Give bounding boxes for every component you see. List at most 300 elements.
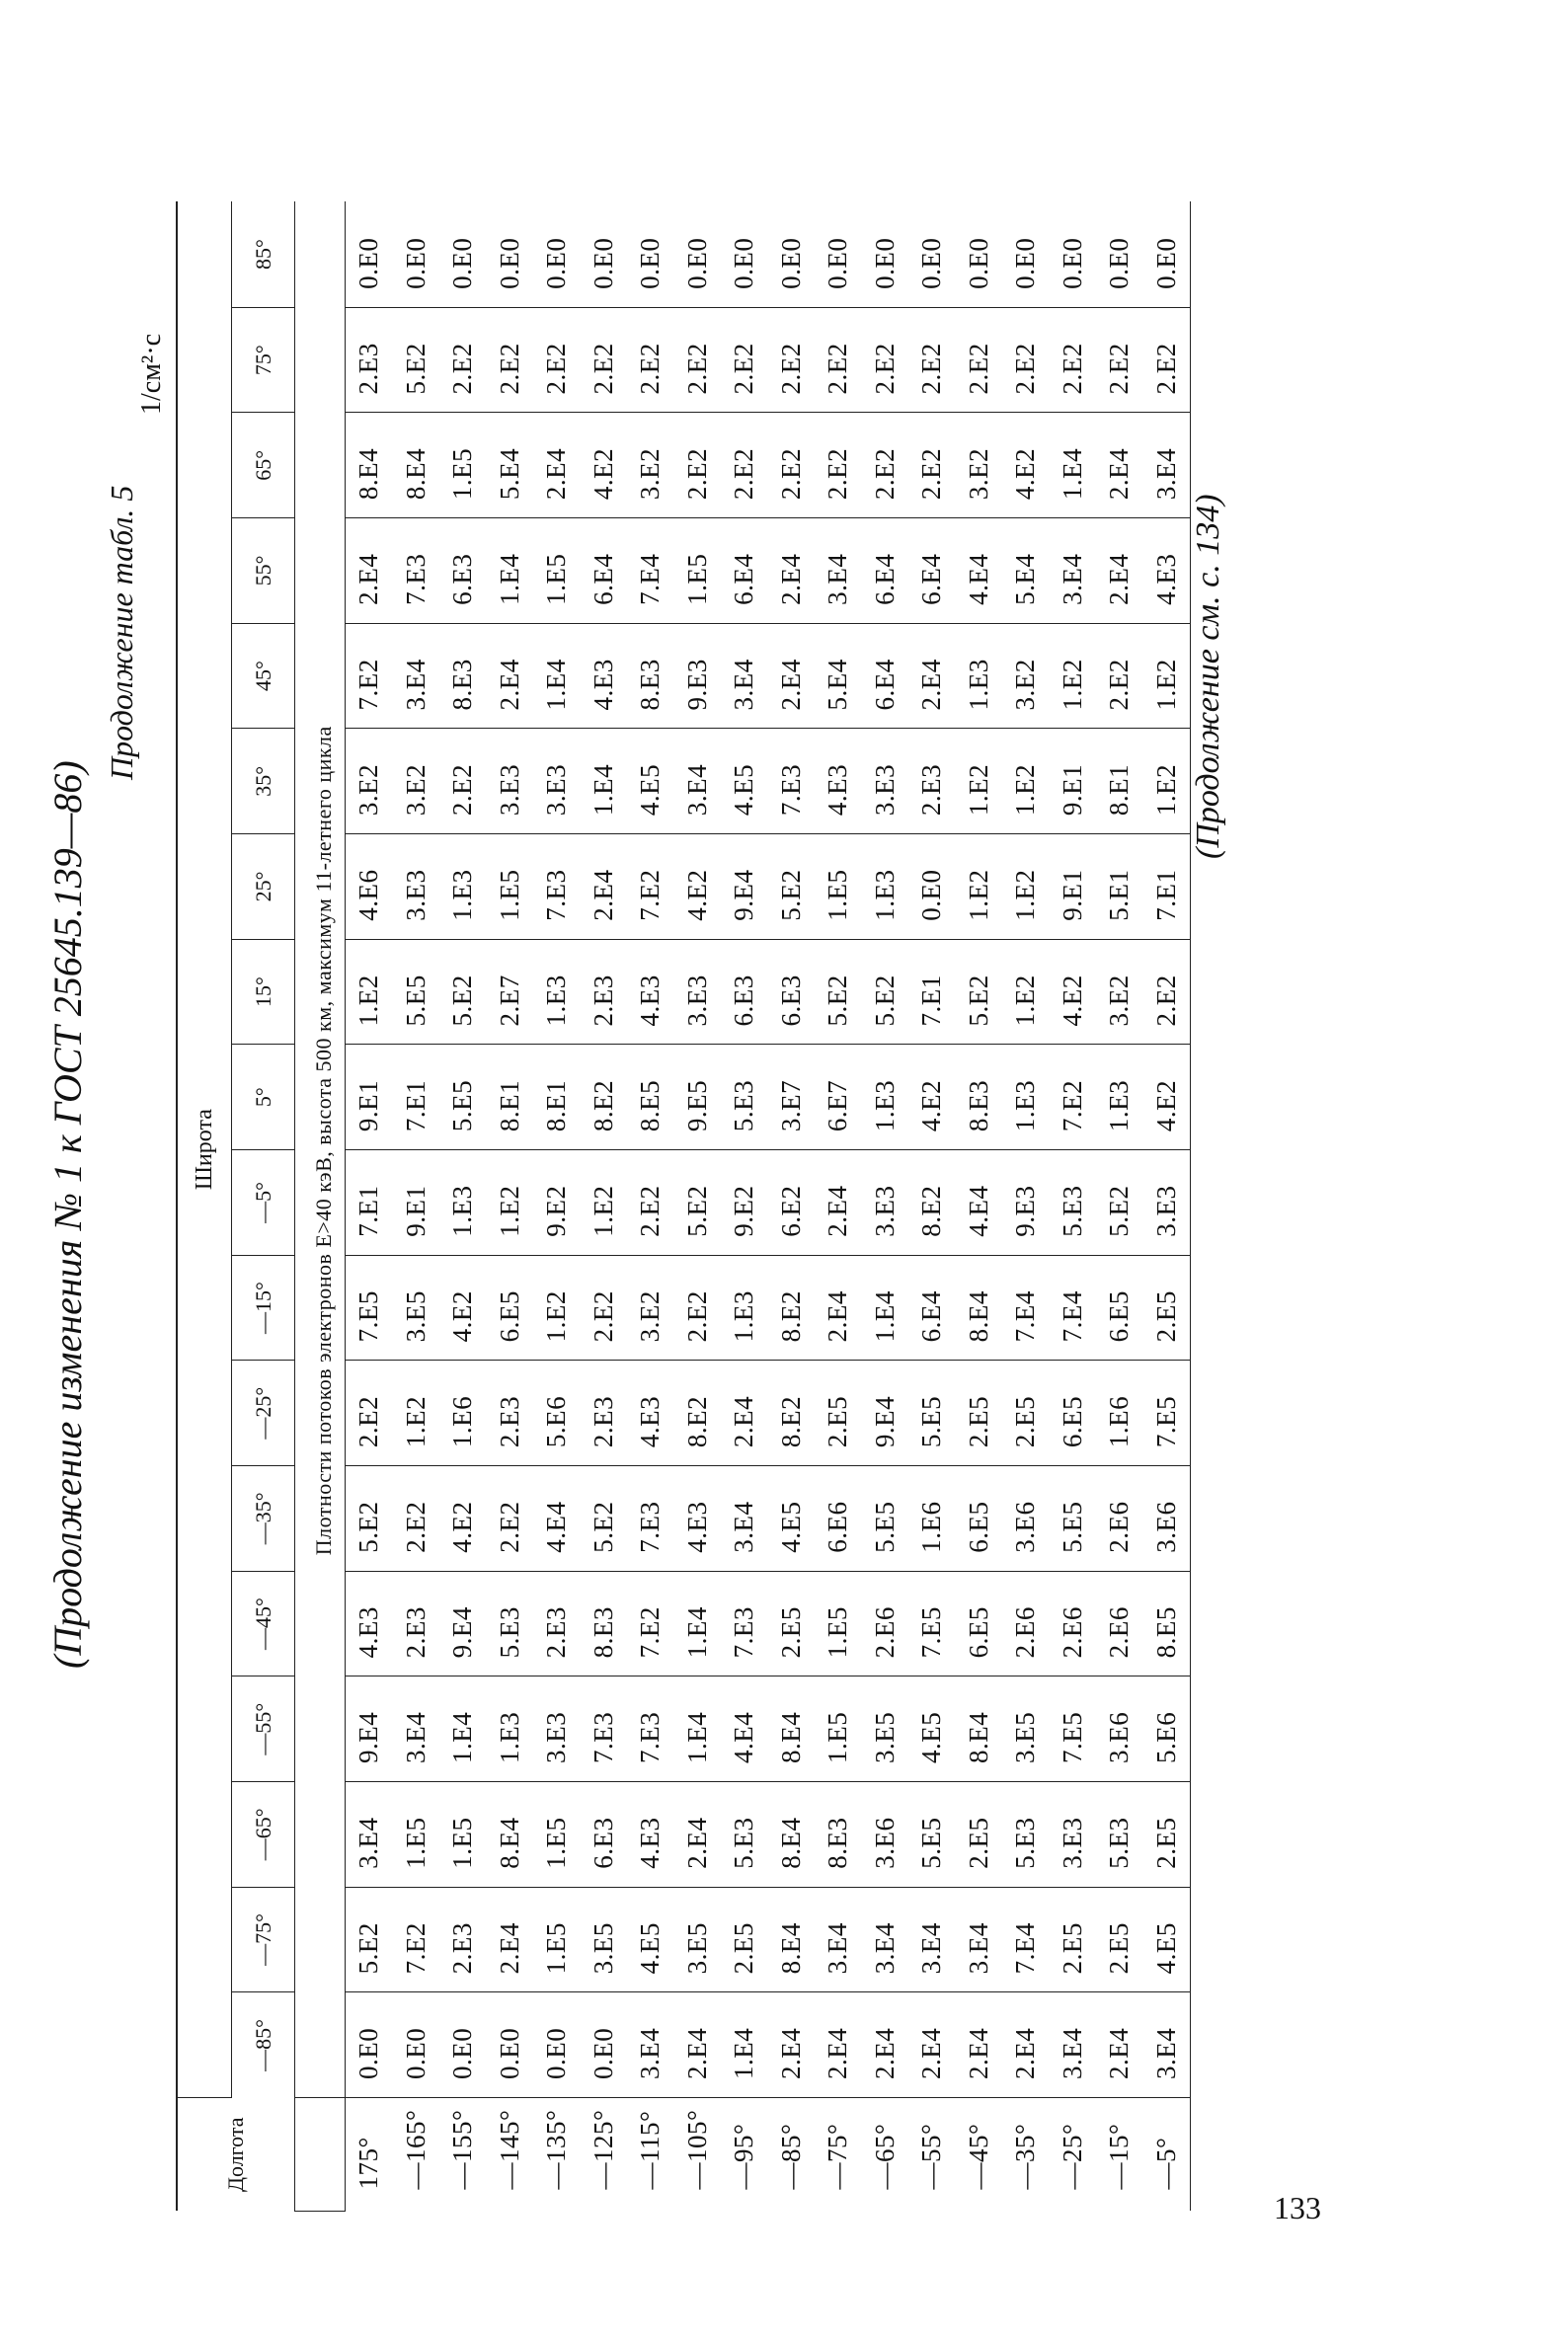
latitude-column-header: —75° bbox=[232, 1887, 295, 1992]
flux-value-cell: 1.E2 bbox=[1143, 623, 1191, 729]
flux-value-cell: 2.E4 bbox=[674, 1992, 722, 2098]
flux-value-cell: 2.E2 bbox=[1002, 307, 1050, 413]
flux-value-cell: 9.E4 bbox=[346, 1676, 393, 1782]
flux-value-cell: 5.E2 bbox=[956, 939, 1003, 1045]
flux-value-cell: 2.E4 bbox=[815, 1992, 862, 2098]
flux-value-cell: 7.E2 bbox=[1050, 1045, 1097, 1150]
table-row bbox=[346, 201, 393, 2211]
flux-value-cell: 1.E6 bbox=[1096, 1361, 1143, 1466]
flux-value-cell: 3.E4 bbox=[721, 1466, 768, 1572]
flux-value-cell: 2.E4 bbox=[533, 413, 581, 518]
table-row bbox=[674, 201, 722, 2211]
flux-value-cell: 2.E3 bbox=[581, 1361, 628, 1466]
flux-value-cell: 1.E3 bbox=[439, 1150, 487, 1256]
flux-value-cell: 4.E3 bbox=[627, 1782, 674, 1888]
flux-value-cell: 5.E5 bbox=[439, 1045, 487, 1150]
flux-value-cell: 1.E3 bbox=[439, 834, 487, 940]
flux-value-cell: 3.E4 bbox=[627, 1992, 674, 2098]
flux-value-cell: 5.E5 bbox=[862, 1466, 909, 1572]
flux-value-cell: 3.E4 bbox=[815, 1887, 862, 1992]
flux-value-cell: 8.E2 bbox=[674, 1361, 722, 1466]
flux-value-cell: 8.E3 bbox=[581, 1571, 628, 1676]
table-row bbox=[439, 201, 487, 2211]
longitude-cell: —55° bbox=[916, 2123, 947, 2190]
flux-value-cell: 3.E4 bbox=[862, 1887, 909, 1992]
latitude-column-header: 55° bbox=[232, 518, 295, 624]
flux-value-cell: 5.E4 bbox=[815, 623, 862, 729]
flux-value-cell: 3.E3 bbox=[674, 939, 722, 1045]
flux-value-cell: 1.E2 bbox=[1143, 729, 1191, 834]
flux-value-cell: 2.E2 bbox=[862, 413, 909, 518]
flux-value-cell: 8.E5 bbox=[627, 1045, 674, 1150]
flux-value-cell: 1.E4 bbox=[674, 1676, 722, 1782]
flux-value-cell: 7.E1 bbox=[393, 1045, 440, 1150]
flux-value-cell: 7.E4 bbox=[1002, 1255, 1050, 1361]
flux-value-cell: 2.E5 bbox=[815, 1361, 862, 1466]
table-row bbox=[1143, 201, 1191, 2211]
longitude-cell: —35° bbox=[1010, 2123, 1041, 2190]
flux-value-cell: 2.E5 bbox=[1143, 1255, 1191, 1361]
flux-value-cell: 2.E4 bbox=[1096, 518, 1143, 624]
flux-value-cell: 2.E4 bbox=[862, 1992, 909, 2098]
flux-value-cell: 3.E4 bbox=[956, 1887, 1003, 1992]
flux-value-cell: 6.E7 bbox=[815, 1045, 862, 1150]
latitude-columns bbox=[232, 201, 295, 2211]
table-row bbox=[487, 201, 534, 2211]
flux-value-cell: 0.E0 bbox=[815, 201, 862, 307]
flux-value-cell: 5.E2 bbox=[768, 834, 816, 940]
flux-value-cell: 1.E5 bbox=[533, 518, 581, 624]
flux-value-cell: 3.E3 bbox=[862, 1150, 909, 1256]
flux-value-cell: 7.E2 bbox=[627, 834, 674, 940]
flux-value-cell: 6.E3 bbox=[721, 939, 768, 1045]
longitude-cell: —75° bbox=[823, 2123, 853, 2190]
flux-value-cell: 0.E0 bbox=[533, 201, 581, 307]
flux-value-cell: 1.E3 bbox=[487, 1676, 534, 1782]
flux-value-cell: 1.E5 bbox=[393, 1782, 440, 1888]
flux-value-cell: 3.E4 bbox=[1143, 413, 1191, 518]
flux-value-cell: 2.E3 bbox=[908, 729, 956, 834]
flux-value-cell: 0.E0 bbox=[581, 1992, 628, 2098]
flux-value-cell: 2.E3 bbox=[393, 1571, 440, 1676]
flux-value-cell: 1.E5 bbox=[674, 518, 722, 624]
flux-value-cell: 0.E0 bbox=[487, 1992, 534, 2098]
flux-value-cell: 3.E4 bbox=[908, 1887, 956, 1992]
flux-value-cell: 9.E4 bbox=[721, 834, 768, 940]
flux-value-cell: 5.E5 bbox=[1050, 1466, 1097, 1572]
flux-value-cell: 0.E0 bbox=[346, 1992, 393, 2098]
flux-value-cell: 5.E3 bbox=[1002, 1782, 1050, 1888]
flux-value-cell: 8.E2 bbox=[768, 1361, 816, 1466]
flux-value-cell: 4.E5 bbox=[721, 729, 768, 834]
flux-value-cell: 2.E4 bbox=[768, 623, 816, 729]
flux-value-cell: 2.E5 bbox=[1143, 1782, 1191, 1888]
flux-value-cell: 1.E6 bbox=[908, 1466, 956, 1572]
flux-value-cell: 2.E4 bbox=[908, 1992, 956, 2098]
flux-value-cell: 4.E5 bbox=[627, 1887, 674, 1992]
flux-value-cell: 2.E2 bbox=[627, 307, 674, 413]
flux-value-cell: 3.E6 bbox=[1002, 1466, 1050, 1572]
flux-value-cell: 5.E2 bbox=[439, 939, 487, 1045]
flux-value-cell: 7.E2 bbox=[393, 1887, 440, 1992]
flux-value-cell: 2.E5 bbox=[768, 1571, 816, 1676]
flux-value-cell: 2.E4 bbox=[1096, 413, 1143, 518]
flux-value-cell: 1.E2 bbox=[1050, 623, 1097, 729]
flux-value-cell: 2.E2 bbox=[674, 1255, 722, 1361]
flux-value-cell: 5.E3 bbox=[1096, 1782, 1143, 1888]
flux-value-cell: 2.E2 bbox=[439, 729, 487, 834]
flux-value-cell: 2.E3 bbox=[533, 1571, 581, 1676]
latitude-column-header: —25° bbox=[232, 1361, 295, 1466]
table-row bbox=[1002, 201, 1050, 2211]
flux-value-cell: 5.E3 bbox=[721, 1045, 768, 1150]
flux-value-cell: 2.E2 bbox=[1096, 623, 1143, 729]
flux-value-cell: 2.E4 bbox=[1002, 1992, 1050, 2098]
flux-value-cell: 3.E3 bbox=[533, 1676, 581, 1782]
flux-value-cell: 0.E0 bbox=[1143, 201, 1191, 307]
flux-value-cell: 1.E2 bbox=[956, 834, 1003, 940]
flux-value-cell: 4.E2 bbox=[439, 1466, 487, 1572]
flux-value-cell: 5.E2 bbox=[581, 1466, 628, 1572]
flux-value-cell: 2.E6 bbox=[1050, 1571, 1097, 1676]
flux-value-cell: 9.E3 bbox=[1002, 1150, 1050, 1256]
flux-value-cell: 4.E2 bbox=[1050, 939, 1097, 1045]
flux-value-cell: 2.E4 bbox=[908, 623, 956, 729]
flux-value-cell: 3.E4 bbox=[1050, 518, 1097, 624]
flux-value-cell: 2.E2 bbox=[487, 1466, 534, 1572]
flux-value-cell: 8.E5 bbox=[1143, 1571, 1191, 1676]
flux-value-cell: 2.E6 bbox=[1096, 1466, 1143, 1572]
latitude-column-header: 65° bbox=[232, 413, 295, 518]
flux-value-cell: 1.E5 bbox=[815, 1571, 862, 1676]
latitude-column-header: 75° bbox=[232, 307, 295, 413]
table-row bbox=[862, 201, 909, 2211]
flux-value-cell: 0.E0 bbox=[768, 201, 816, 307]
latitude-column-header: 5° bbox=[232, 1045, 295, 1150]
flux-value-cell: 0.E0 bbox=[721, 201, 768, 307]
flux-value-cell: 5.E1 bbox=[1096, 834, 1143, 940]
flux-value-cell: 3.E5 bbox=[862, 1676, 909, 1782]
flux-value-cell: 2.E5 bbox=[1002, 1361, 1050, 1466]
flux-value-cell: 2.E6 bbox=[1002, 1571, 1050, 1676]
flux-value-cell: 3.E5 bbox=[393, 1255, 440, 1361]
flux-value-cell: 2.E4 bbox=[1096, 1992, 1143, 2098]
longitude-cell: —65° bbox=[869, 2123, 900, 2190]
flux-value-cell: 4.E5 bbox=[908, 1676, 956, 1782]
longitude-cell: —165° bbox=[400, 2109, 431, 2190]
rotated-page bbox=[0, 197, 1284, 2271]
flux-value-cell: 1.E3 bbox=[533, 939, 581, 1045]
longitude-cell: —125° bbox=[588, 2109, 618, 2190]
continuation-label: Продолжение табл. 5 bbox=[104, 485, 139, 780]
flux-value-cell: 5.E6 bbox=[533, 1361, 581, 1466]
flux-value-cell: 5.E2 bbox=[346, 1887, 393, 1992]
flux-value-cell: 8.E3 bbox=[815, 1782, 862, 1888]
flux-value-cell: 2.E5 bbox=[956, 1361, 1003, 1466]
flux-value-cell: 7.E1 bbox=[1143, 834, 1191, 940]
flux-value-cell: 4.E5 bbox=[768, 1466, 816, 1572]
flux-value-cell: 7.E4 bbox=[1002, 1887, 1050, 1992]
flux-value-cell: 2.E2 bbox=[862, 307, 909, 413]
flux-value-cell: 7.E1 bbox=[346, 1150, 393, 1256]
flux-value-cell: 3.E2 bbox=[956, 413, 1003, 518]
flux-value-cell: 1.E4 bbox=[439, 1676, 487, 1782]
flux-value-cell: 1.E5 bbox=[815, 834, 862, 940]
latitude-column-header: —5° bbox=[232, 1150, 295, 1256]
flux-value-cell: 7.E5 bbox=[346, 1255, 393, 1361]
flux-value-cell: 5.E2 bbox=[346, 1466, 393, 1572]
flux-value-cell: 2.E2 bbox=[487, 307, 534, 413]
flux-value-cell: 3.E2 bbox=[1096, 939, 1143, 1045]
flux-value-cell: 2.E2 bbox=[346, 1361, 393, 1466]
flux-value-cell: 2.E5 bbox=[1096, 1887, 1143, 1992]
flux-value-cell: 5.E3 bbox=[1050, 1150, 1097, 1256]
flux-value-cell: 4.E3 bbox=[581, 623, 628, 729]
flux-value-cell: 2.E4 bbox=[487, 623, 534, 729]
flux-value-cell: 5.E2 bbox=[862, 939, 909, 1045]
flux-value-cell: 4.E3 bbox=[627, 1361, 674, 1466]
flux-value-cell: 0.E0 bbox=[533, 1992, 581, 2098]
flux-value-cell: 2.E3 bbox=[346, 307, 393, 413]
flux-value-cell: 4.E2 bbox=[674, 834, 722, 940]
flux-value-cell: 1.E2 bbox=[956, 729, 1003, 834]
flux-value-cell: 9.E1 bbox=[1050, 834, 1097, 940]
flux-value-cell: 6.E3 bbox=[439, 518, 487, 624]
flux-value-cell: 8.E2 bbox=[908, 1150, 956, 1256]
flux-value-cell: 1.E5 bbox=[533, 1782, 581, 1888]
flux-value-cell: 1.E3 bbox=[1096, 1045, 1143, 1150]
flux-value-cell: 1.E2 bbox=[581, 1150, 628, 1256]
flux-value-cell: 9.E2 bbox=[533, 1150, 581, 1256]
flux-value-cell: 4.E4 bbox=[533, 1466, 581, 1572]
longitude-cell: —105° bbox=[681, 2109, 712, 2190]
flux-value-cell: 0.E0 bbox=[908, 834, 956, 940]
flux-value-cell: 2.E4 bbox=[815, 1255, 862, 1361]
flux-value-cell: 6.E4 bbox=[581, 518, 628, 624]
longitude-cell: —15° bbox=[1104, 2123, 1135, 2190]
longitude-cell: —155° bbox=[447, 2109, 478, 2190]
flux-value-cell: 2.E3 bbox=[487, 1361, 534, 1466]
flux-value-cell: 6.E5 bbox=[487, 1255, 534, 1361]
flux-value-cell: 0.E0 bbox=[627, 201, 674, 307]
table-row bbox=[533, 201, 581, 2211]
flux-value-cell: 5.E2 bbox=[1096, 1150, 1143, 1256]
table-row bbox=[627, 201, 674, 2211]
page-number: 133 bbox=[1274, 2190, 1321, 2225]
flux-value-cell: 1.E2 bbox=[533, 1255, 581, 1361]
flux-value-cell: 6.E6 bbox=[815, 1466, 862, 1572]
flux-value-cell: 3.E3 bbox=[1143, 1150, 1191, 1256]
flux-value-cell: 3.E4 bbox=[1050, 1992, 1097, 2098]
flux-value-cell: 8.E4 bbox=[393, 413, 440, 518]
flux-value-cell: 7.E5 bbox=[1050, 1676, 1097, 1782]
flux-value-cell: 1.E3 bbox=[721, 1255, 768, 1361]
flux-value-cell: 9.E5 bbox=[674, 1045, 722, 1150]
flux-value-cell: 0.E0 bbox=[581, 201, 628, 307]
flux-value-cell: 7.E5 bbox=[908, 1571, 956, 1676]
flux-value-cell: 2.E2 bbox=[439, 307, 487, 413]
flux-value-cell: 2.E2 bbox=[1096, 307, 1143, 413]
flux-value-cell: 2.E2 bbox=[1143, 939, 1191, 1045]
flux-value-cell: 3.E5 bbox=[1002, 1676, 1050, 1782]
flux-value-cell: 4.E5 bbox=[1143, 1887, 1191, 1992]
flux-value-cell: 1.E2 bbox=[487, 1150, 534, 1256]
flux-value-cell: 4.E3 bbox=[815, 729, 862, 834]
flux-value-cell: 2.E3 bbox=[439, 1887, 487, 1992]
flux-value-cell: 3.E5 bbox=[581, 1887, 628, 1992]
flux-value-cell: 0.E0 bbox=[393, 1992, 440, 2098]
flux-value-cell: 3.E6 bbox=[1096, 1676, 1143, 1782]
flux-value-cell: 6.E5 bbox=[956, 1466, 1003, 1572]
flux-value-cell: 1.E2 bbox=[346, 939, 393, 1045]
flux-value-cell: 6.E4 bbox=[908, 1255, 956, 1361]
flux-value-cell: 9.E2 bbox=[721, 1150, 768, 1256]
flux-value-cell: 3.E6 bbox=[1143, 1466, 1191, 1572]
flux-value-cell: 4.E3 bbox=[346, 1571, 393, 1676]
table-row bbox=[908, 201, 956, 2211]
longitude-cell: 175° bbox=[353, 2137, 384, 2190]
flux-value-cell: 6.E5 bbox=[1096, 1255, 1143, 1361]
flux-value-cell: 7.E5 bbox=[1143, 1361, 1191, 1466]
flux-value-cell: 4.E2 bbox=[1143, 1045, 1191, 1150]
flux-value-cell: 2.E5 bbox=[956, 1782, 1003, 1888]
flux-value-cell: 0.E0 bbox=[439, 201, 487, 307]
latitude-column-header: 35° bbox=[232, 729, 295, 834]
flux-value-cell: 5.E2 bbox=[815, 939, 862, 1045]
flux-value-cell: 7.E2 bbox=[627, 1571, 674, 1676]
flux-value-cell: 2.E2 bbox=[627, 1150, 674, 1256]
flux-value-cell: 0.E0 bbox=[1096, 201, 1143, 307]
flux-value-cell: 5.E5 bbox=[908, 1361, 956, 1466]
flux-value-cell: 3.E2 bbox=[1002, 623, 1050, 729]
table-row bbox=[815, 201, 862, 2211]
flux-value-cell: 5.E2 bbox=[674, 1150, 722, 1256]
flux-value-cell: 6.E4 bbox=[908, 518, 956, 624]
flux-value-cell: 6.E3 bbox=[768, 939, 816, 1045]
latitude-column-header: —45° bbox=[232, 1571, 295, 1676]
flux-value-cell: 1.E4 bbox=[721, 1992, 768, 2098]
flux-value-cell: 8.E4 bbox=[768, 1676, 816, 1782]
flux-value-cell: 1.E3 bbox=[956, 623, 1003, 729]
flux-value-cell: 2.E4 bbox=[346, 518, 393, 624]
flux-value-cell: 7.E4 bbox=[1050, 1255, 1097, 1361]
flux-value-cell: 4.E2 bbox=[908, 1045, 956, 1150]
flux-value-cell: 0.E0 bbox=[346, 201, 393, 307]
flux-value-cell: 5.E4 bbox=[1002, 518, 1050, 624]
table-body bbox=[295, 201, 1191, 2211]
flux-value-cell: 4.E2 bbox=[581, 413, 628, 518]
flux-value-cell: 0.E0 bbox=[862, 201, 909, 307]
flux-value-cell: 2.E2 bbox=[815, 413, 862, 518]
flux-value-cell: 8.E4 bbox=[956, 1676, 1003, 1782]
table-row bbox=[393, 201, 440, 2211]
flux-value-cell: 1.E4 bbox=[581, 729, 628, 834]
flux-value-cell: 3.E4 bbox=[1143, 1992, 1191, 2098]
flux-value-cell: 2.E2 bbox=[815, 307, 862, 413]
flux-value-cell: 8.E4 bbox=[346, 413, 393, 518]
latitude-column-header: —35° bbox=[232, 1466, 295, 1572]
flux-value-cell: 9.E4 bbox=[439, 1571, 487, 1676]
flux-value-cell: 2.E5 bbox=[721, 1887, 768, 1992]
flux-value-cell: 9.E4 bbox=[862, 1361, 909, 1466]
flux-value-cell: 6.E4 bbox=[862, 518, 909, 624]
flux-value-cell: 3.E2 bbox=[627, 413, 674, 518]
flux-value-cell: 4.E3 bbox=[627, 939, 674, 1045]
flux-table bbox=[176, 201, 1191, 2212]
flux-value-cell: 1.E2 bbox=[1002, 834, 1050, 940]
flux-value-cell: 1.E4 bbox=[862, 1255, 909, 1361]
table-caption: Плотности потоков электронов E>40 кэВ, высота 500 км, максимум 11-летнего цикла bbox=[295, 201, 346, 2097]
longitude-cell: —95° bbox=[729, 2123, 759, 2190]
flux-value-cell: 3.E2 bbox=[627, 1255, 674, 1361]
flux-value-cell: 9.E3 bbox=[674, 623, 722, 729]
table-row bbox=[1096, 201, 1143, 2211]
flux-value-cell: 0.E0 bbox=[674, 201, 722, 307]
flux-value-cell: 3.E4 bbox=[393, 623, 440, 729]
flux-value-cell: 3.E4 bbox=[346, 1782, 393, 1888]
flux-value-cell: 8.E3 bbox=[956, 1045, 1003, 1150]
flux-value-cell: 8.E4 bbox=[768, 1782, 816, 1888]
flux-value-cell: 1.E4 bbox=[533, 623, 581, 729]
flux-value-cell: 8.E3 bbox=[439, 623, 487, 729]
flux-value-cell: 4.E3 bbox=[1143, 518, 1191, 624]
flux-value-cell: 2.E3 bbox=[581, 939, 628, 1045]
flux-value-cell: 0.E0 bbox=[439, 1992, 487, 2098]
latitude-column-header: —65° bbox=[232, 1782, 295, 1888]
flux-value-cell: 3.E2 bbox=[393, 729, 440, 834]
flux-value-cell: 2.E4 bbox=[815, 1150, 862, 1256]
flux-value-cell: 2.E2 bbox=[956, 307, 1003, 413]
flux-value-cell: 2.E4 bbox=[487, 1887, 534, 1992]
flux-value-cell: 7.E3 bbox=[721, 1571, 768, 1676]
longitude-cell: —135° bbox=[541, 2109, 572, 2190]
flux-value-cell: 0.E0 bbox=[1050, 201, 1097, 307]
flux-value-cell: 5.E4 bbox=[487, 413, 534, 518]
flux-value-cell: 1.E3 bbox=[862, 1045, 909, 1150]
flux-value-cell: 9.E1 bbox=[393, 1150, 440, 1256]
flux-value-cell: 2.E2 bbox=[768, 307, 816, 413]
flux-value-cell: 2.E4 bbox=[956, 1992, 1003, 2098]
flux-value-cell: 3.E5 bbox=[674, 1887, 722, 1992]
flux-value-cell: 6.E3 bbox=[581, 1782, 628, 1888]
table-row bbox=[581, 201, 628, 2211]
flux-value-cell: 7.E3 bbox=[627, 1676, 674, 1782]
flux-value-cell: 2.E2 bbox=[908, 307, 956, 413]
flux-value-cell: 4.E4 bbox=[956, 518, 1003, 624]
longitude-cell: —25° bbox=[1057, 2123, 1087, 2190]
flux-value-cell: 1.E2 bbox=[1002, 939, 1050, 1045]
flux-value-cell: 3.E3 bbox=[487, 729, 534, 834]
flux-value-cell: 2.E2 bbox=[533, 307, 581, 413]
flux-value-cell: 1.E4 bbox=[1050, 413, 1097, 518]
flux-value-cell: 2.E2 bbox=[1143, 307, 1191, 413]
flux-value-cell: 0.E0 bbox=[487, 201, 534, 307]
flux-value-cell: 2.E4 bbox=[768, 518, 816, 624]
flux-value-cell: 7.E1 bbox=[908, 939, 956, 1045]
flux-value-cell: 2.E6 bbox=[1096, 1571, 1143, 1676]
longitude-cell: —145° bbox=[494, 2109, 524, 2190]
flux-value-cell: 5.E5 bbox=[908, 1782, 956, 1888]
flux-value-cell: 0.E0 bbox=[393, 201, 440, 307]
flux-value-cell: 2.E2 bbox=[1050, 307, 1097, 413]
flux-value-cell: 0.E0 bbox=[1002, 201, 1050, 307]
flux-value-cell: 1.E5 bbox=[533, 1887, 581, 1992]
flux-value-cell: 1.E2 bbox=[393, 1361, 440, 1466]
flux-value-cell: 8.E1 bbox=[1096, 729, 1143, 834]
flux-value-cell: 2.E6 bbox=[862, 1571, 909, 1676]
latitude-column-header: 85° bbox=[232, 201, 295, 307]
flux-value-cell: 8.E4 bbox=[956, 1255, 1003, 1361]
